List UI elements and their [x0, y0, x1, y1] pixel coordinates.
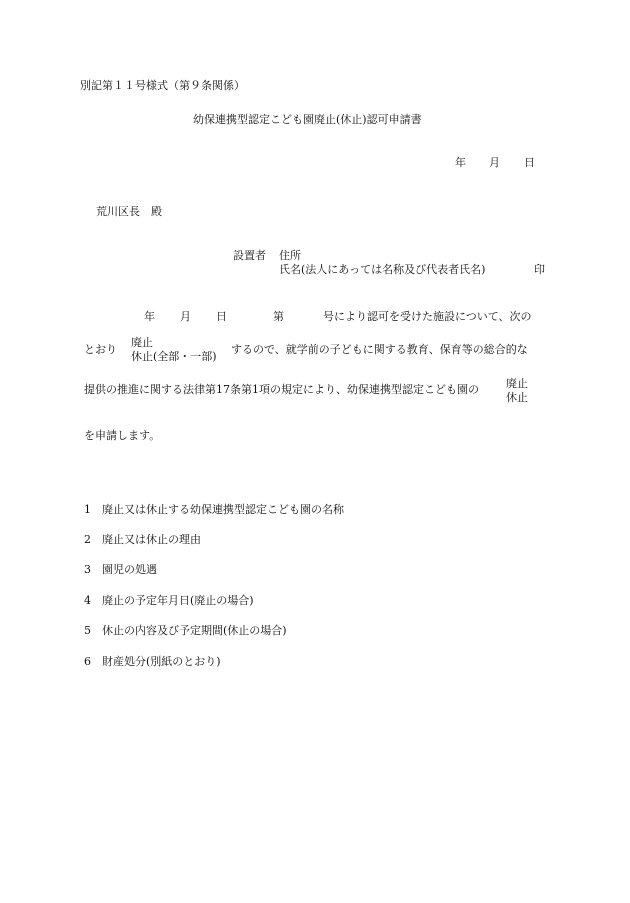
- list-item: [84, 534, 201, 547]
- date-year: 年: [455, 156, 466, 169]
- list-item: [84, 625, 287, 638]
- item-text: 休止の内容及び予定期間(休止の場合): [102, 624, 287, 637]
- p1-dai: 第: [273, 310, 284, 323]
- date-month: 月: [489, 156, 500, 169]
- p2-lead: とおり: [84, 343, 117, 356]
- item-text: 財産処分(別紙のとおり): [102, 655, 221, 668]
- item-text: 廃止又は休止の理由: [102, 533, 201, 546]
- p2-option-suspend: 休止(全部・一部): [131, 350, 217, 363]
- item-number: 3: [84, 563, 91, 576]
- item-number: 1: [84, 503, 91, 516]
- p4-text: を申請します。: [84, 429, 161, 442]
- list-item: [84, 504, 344, 517]
- item-text: 廃止の予定年月日(廃止の場合): [102, 594, 254, 607]
- list-item: [84, 656, 221, 669]
- date-day: 日: [524, 156, 535, 169]
- document-title: 幼保連携型認定こども園廃止(休止)認可申請書: [193, 113, 422, 126]
- item-number: 6: [84, 655, 91, 668]
- p1-day: 日: [216, 310, 227, 323]
- applicant-role: 設置者: [233, 249, 266, 262]
- list-item: [84, 564, 157, 577]
- p1-year: 年: [144, 310, 155, 323]
- item-text: 廃止又は休止する幼保連携型認定こども園の名称: [102, 503, 344, 516]
- list-item: [84, 595, 254, 608]
- item-number: 5: [84, 624, 91, 637]
- p2-options: [131, 336, 217, 364]
- p3-text: 提供の推進に関する法律第17条第1項の規定により、幼保連携型認定こども園の: [84, 383, 479, 396]
- item-number: 4: [84, 594, 91, 607]
- item-number: 2: [84, 533, 91, 546]
- p3-option-abolish: 廃止: [506, 377, 528, 390]
- addressee: 荒川区長 殿: [96, 205, 162, 218]
- p1-rest: 号により認可を受けた施設について、次の: [323, 310, 532, 323]
- form-label: 別記第１１号様式（第９条関係）: [80, 79, 245, 92]
- p2-rest: するので、就学前の子どもに関する教育、保育等の総合的な: [231, 343, 528, 356]
- p2-option-abolish: 廃止: [131, 336, 153, 349]
- applicant-name-label: 氏名(法人にあっては名称及び代表者氏名): [279, 263, 486, 276]
- p3-options: [506, 377, 528, 405]
- seal-mark: 印: [534, 263, 545, 276]
- p1-month: 月: [180, 310, 191, 323]
- p3-option-suspend: 休止: [506, 391, 528, 404]
- item-text: 園児の処遇: [102, 563, 157, 576]
- applicant-address-label: 住所: [279, 249, 301, 262]
